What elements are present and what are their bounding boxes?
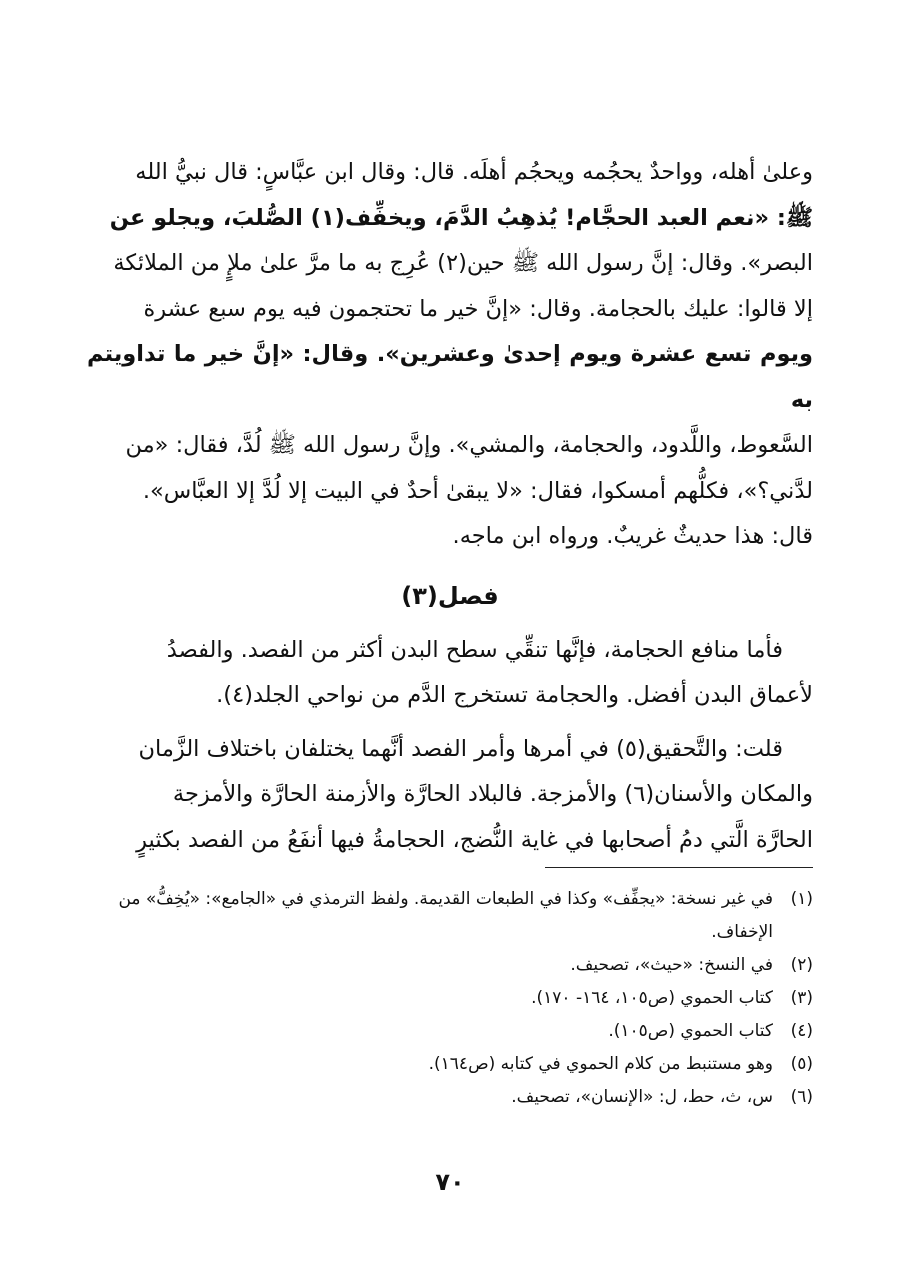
section-heading: فصل(٣) [401,581,499,610]
footnote [87,883,813,949]
text-line: إلا قالوا: عليك بالحجامة. وقال: «إنَّ خير ما تحتجمون فيه يوم سبع عشرة [143,295,813,322]
footnote-number: (٢) [790,955,813,975]
text-line: لدَّني؟»، فكلُّهم أمسكوا، فقال: «لا يبقىٰ أحدٌ في البيت إلا لُدَّ إلا العبَّاس». [142,477,813,504]
footnote-number: (٣) [790,988,813,1008]
text-line: والمكان والأسنان(٦) والأمزجة. فالبلاد الحارَّة والأزمنة الحارَّة والأمزجة [172,781,813,807]
footnote-number: (١) [790,889,813,909]
footnote-text: في النسخ: «حيث»، تصحيف. [570,955,773,975]
footnote [87,1081,813,1114]
footnote-number: (٦) [790,1087,813,1107]
main-paragraph-1 [87,150,813,560]
text-line: لأعماق البدن أفضل. والحجامة تستخرج الدَّم من نواحي الجلد(٤). [216,682,813,708]
footnote [87,949,813,982]
footnote-text: س، ث، حط، ل: «الإنسان»، تصحيف. [511,1087,773,1107]
main-paragraph-2 [87,628,813,719]
text-line: قال: هذا حديثٌ غريبٌ. ورواه ابن ماجه. [452,523,813,549]
text-line: ويوم تسع عشرة ويوم إحدىٰ وعشرين». وقال: «إنَّ خير ما تداويتم به [87,341,813,413]
text-line: قلت: والتَّحقيق(٥) في أمرها وأمر الفصد أنَّهما يختلفان باختلاف الزَّمان [138,735,783,762]
footnote-divider [545,867,813,868]
text-line: ﷺ: «نعم العبد الحجَّام! يُذهِبُ الدَّمَ، ويخفِّف(١) الصُّلبَ، ويجلو عن [109,204,813,231]
footnote-text: كتاب الحموي (ص١٠٥). [608,1021,773,1041]
footnote-text: وهو مستنبط من كلام الحموي في كتابه (ص١٦٤). [428,1054,773,1074]
footnote [87,1015,813,1048]
text-line: فأما منافع الحجامة، فإنَّها تنقِّي سطح البدن أكثر من الفصد. والفصدُ [166,636,783,663]
footnote-number: (٤) [790,1021,813,1041]
text-line: البصر». وقال: إنَّ رسول الله ﷺ حين(٢) عُرِج به ما مرَّ علىٰ ملإٍ من الملائكة [113,250,813,276]
footnote [87,1048,813,1081]
footnote-number: (٥) [790,1054,813,1074]
text-line: الحارَّة الَّتي دمُ أصحابها في غاية النُّضج، الحجامةُ فيها أنفَعُ من الفصد بكثيرٍ [136,826,813,853]
text-line: السَّعوط، واللَّدود، والحجامة، والمشي». وإنَّ رسول الله ﷺ لُدَّ، فقال: «من [125,432,813,458]
footnote [87,982,813,1015]
footnotes [87,883,813,1114]
footnote-text: كتاب الحموي (ص١٠٥، ١٦٤- ١٧٠). [531,988,773,1008]
footnote-text: في غير نسخة: «يجفِّف» وكذا في الطبعات القديمة. ولفظ الترمذي في «الجامع»: «يُخِفُّ» من الإخفاف. [118,889,773,942]
text-line: وعلىٰ أهله، وواحدٌ يحجُمه ويحجُم أهلَه. قال: وقال ابن عبَّاسٍ: قال نبيُّ الله [135,159,813,185]
page-number: ٧٠ [435,1168,465,1196]
main-paragraph-3 [87,727,813,864]
